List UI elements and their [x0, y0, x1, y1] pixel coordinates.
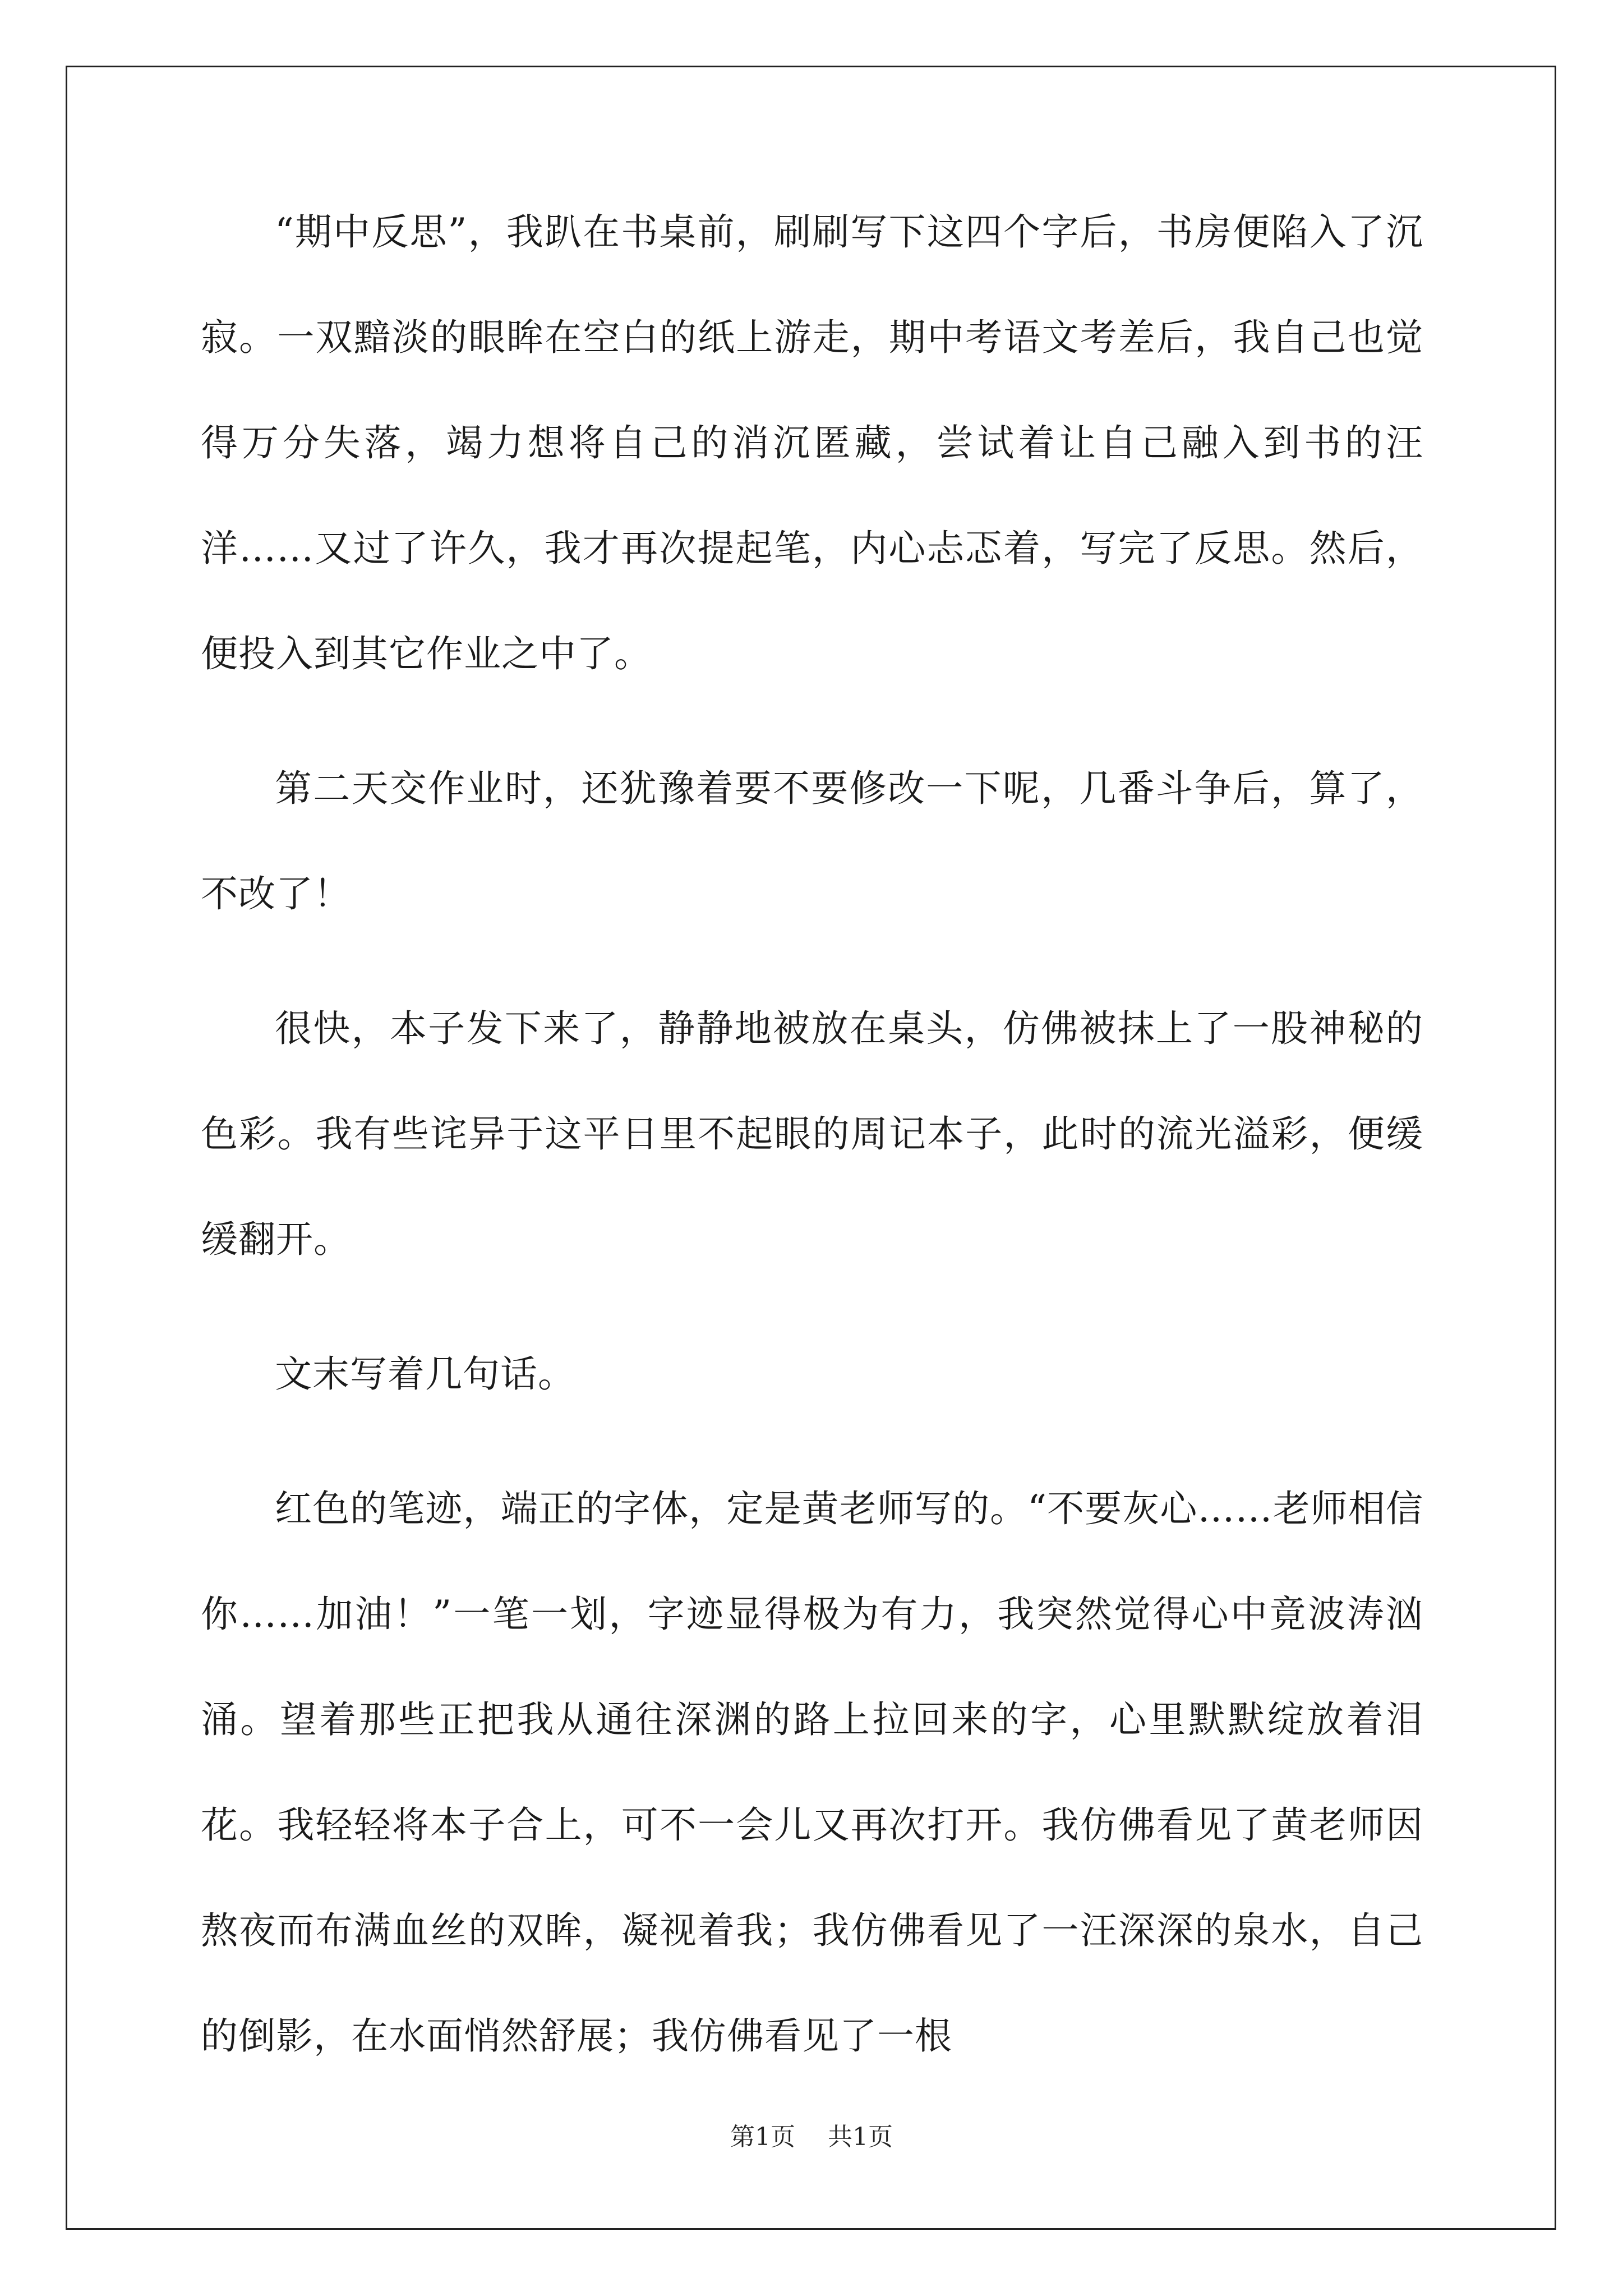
- document-body: [201, 180, 1423, 2118]
- paragraph-5: 红色的笔迹，端正的字体，定是黄老师写的。“不要灰心……老师相信你……加油！”一笔一划，字迹显得极为有力，我突然觉得心中竟波涛汹涌。望着那些正把我从通往深渊的路上拉回来的字，心里默默绽放着泪花。我轻轻将本子合上，可不一会儿又再次打开。我仿佛看见了黄老师因熬夜而布满血丝的双眸，凝视着我；我仿佛看见了一汪深深的泉水，自己的倒影，在水面悄然舒展；我仿佛看见了一根: [201, 1487, 1423, 2058]
- paragraph-4: 文末写着几句话。: [275, 1352, 575, 1396]
- paragraph-2: 第二天交作业时，还犹豫着要不要修改一下呢，几番斗争后，算了，不改了！: [201, 767, 1423, 915]
- paragraph-1: “期中反思”，我趴在书桌前，刷刷写下这四个字后，书房便陷入了沉寂。一双黯淡的眼眸在空白的纸上游走，期中考语文考差后，我自己也觉得万分失落，竭力想将自己的消沉匿藏，尝试着让自己融入到书的汪洋……又过了许久，我才再次提起笔，内心忐忑着，写完了反思。然后，便投入到其它作业之中了。: [201, 210, 1423, 675]
- paragraph-3: 很快，本子发下来了，静静地被放在桌头，仿佛被抹上了一股神秘的色彩。我有些诧异于这平日里不起眼的周记本子，此时的流光溢彩，便缓缓翻开。: [201, 1007, 1423, 1261]
- page-footer: [0, 2120, 1623, 2154]
- page-number: 第1页: [730, 2123, 795, 2151]
- page-total: 共1页: [828, 2123, 893, 2151]
